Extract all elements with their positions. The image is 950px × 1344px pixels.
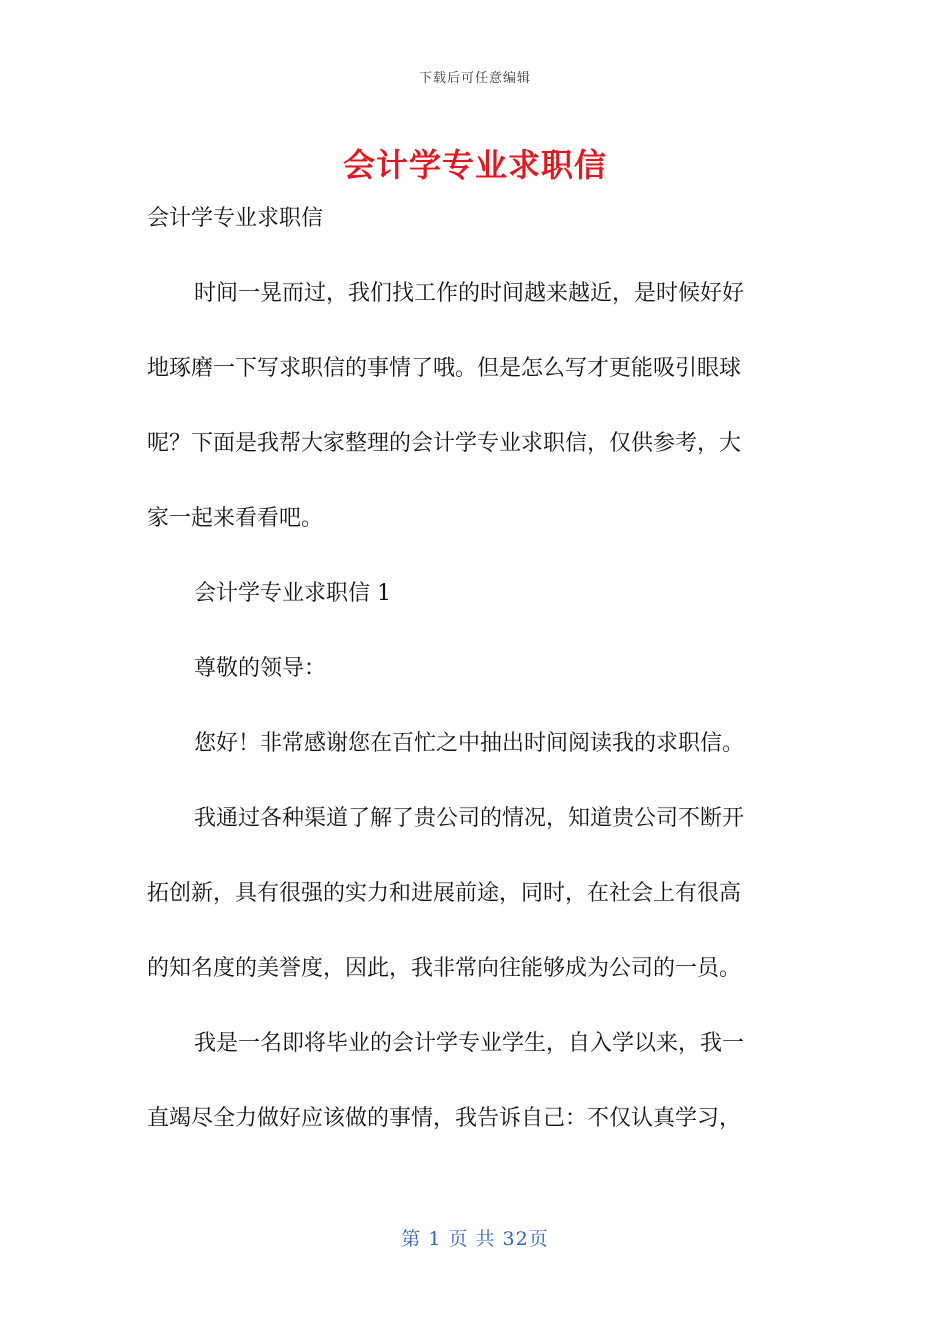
paragraph-line: 时间一晃而过，我们找工作的时间越来越近，是时候好好: [194, 281, 745, 306]
header-note: 下载后可任意编辑: [418, 71, 531, 86]
paragraph-line: 直竭尽全力做好应该做的事情，我告诉自己：不仅认真学习，: [147, 1106, 742, 1131]
paragraph-line: 我通过各种渠道了解了贵公司的情况，知道贵公司不断开: [194, 806, 745, 831]
paragraph-line: 您好！非常感谢您在百忙之中抽出时间阅读我的求职信。: [194, 731, 745, 756]
document-title: 会计学专业求职信: [342, 146, 607, 184]
salutation: 尊敬的领导：: [194, 656, 327, 681]
page-footer: 第 1 页 共 32页: [401, 1228, 549, 1250]
section-heading: 会计学专业求职信 1: [194, 581, 391, 606]
paragraph-line: 拓创新，具有很强的实力和进展前途，同时，在社会上有很高: [147, 881, 742, 906]
document-body: [147, 196, 792, 1171]
paragraph-line: 呢？下面是我帮大家整理的会计学专业求职信，仅供参考，大: [147, 431, 742, 456]
paragraph-line: 家一起来看看吧。: [147, 506, 324, 531]
paragraph-line: 的知名度的美誉度，因此，我非常向往能够成为公司的一员。: [147, 956, 742, 981]
subtitle-line: 会计学专业求职信: [147, 206, 324, 231]
paragraph-line: 我是一名即将毕业的会计学专业学生，自入学以来，我一: [194, 1031, 745, 1056]
paragraph-line: 地琢磨一下写求职信的事情了哦。但是怎么写才更能吸引眼球: [147, 356, 742, 381]
